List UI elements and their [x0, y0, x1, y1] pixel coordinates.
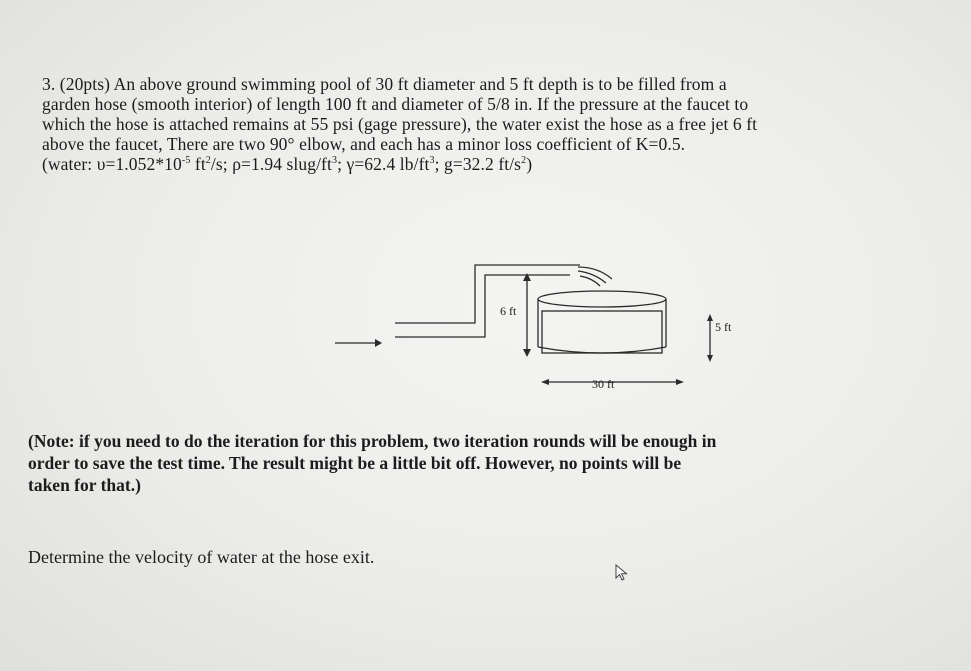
problem-line-3: which the hose is attached remains at 55 psi (gage pressure), the water exist the hose as a free jet 6 ft — [42, 114, 758, 134]
props-part-6: ) — [526, 154, 533, 174]
question-text: Determine the velocity of water at the hose exit. — [28, 547, 375, 567]
problem-line-1: 3. (20pts) An above ground swimming pool of 30 ft diameter and 5 ft depth is to be filled from a — [42, 74, 727, 94]
water-properties-line — [42, 154, 902, 174]
problem-line-2: garden hose (smooth interior) of length 100 ft and diameter of 5/8 in. If the pressure at the faucet to — [42, 94, 749, 114]
pool-diagram-svg — [330, 255, 730, 405]
props-cube-2: 3 — [429, 155, 435, 167]
depth-label: 5 ft — [715, 320, 732, 334]
note-line-2: order to save the test time. The result might be a little bit off. However, no points will be — [28, 453, 682, 473]
props-cube-1: 3 — [331, 155, 338, 167]
props-square-2: 2 — [521, 155, 527, 167]
problem-statement — [42, 74, 902, 174]
props-part-5: ; g=32.2 ft/s — [434, 154, 522, 174]
props-square: 2 — [205, 155, 211, 167]
depth-dimension-arrow — [707, 314, 713, 362]
water-jet — [578, 267, 612, 286]
hose-pipe — [395, 265, 580, 337]
props-part-3: /s; ρ=1.94 slug/ft — [210, 154, 332, 174]
note-line-1: (Note: if you need to do the iteration for this problem, two iteration rounds will be enough in — [28, 431, 717, 451]
props-part-1: (water: υ=1.052*10 — [42, 154, 182, 174]
props-part-4: ; γ=62.4 lb/ft — [337, 154, 430, 174]
height-label: 6 ft — [500, 304, 517, 318]
height-dimension-arrow — [523, 273, 531, 357]
mouse-pointer-icon — [614, 564, 630, 582]
problem-line-4: above the faucet, There are two 90° elbow, and each has a minor loss coefficient of K=0.5. — [42, 134, 686, 154]
pool-diagram — [330, 255, 730, 405]
diameter-label: 30 ft — [592, 377, 615, 391]
note-line-3: taken for that.) — [28, 475, 141, 495]
pool-cylinder — [538, 291, 666, 353]
inflow-arrow — [335, 339, 382, 347]
props-part-2: ft — [190, 154, 206, 174]
iteration-note — [28, 430, 888, 496]
props-exponent: -5 — [181, 155, 191, 167]
